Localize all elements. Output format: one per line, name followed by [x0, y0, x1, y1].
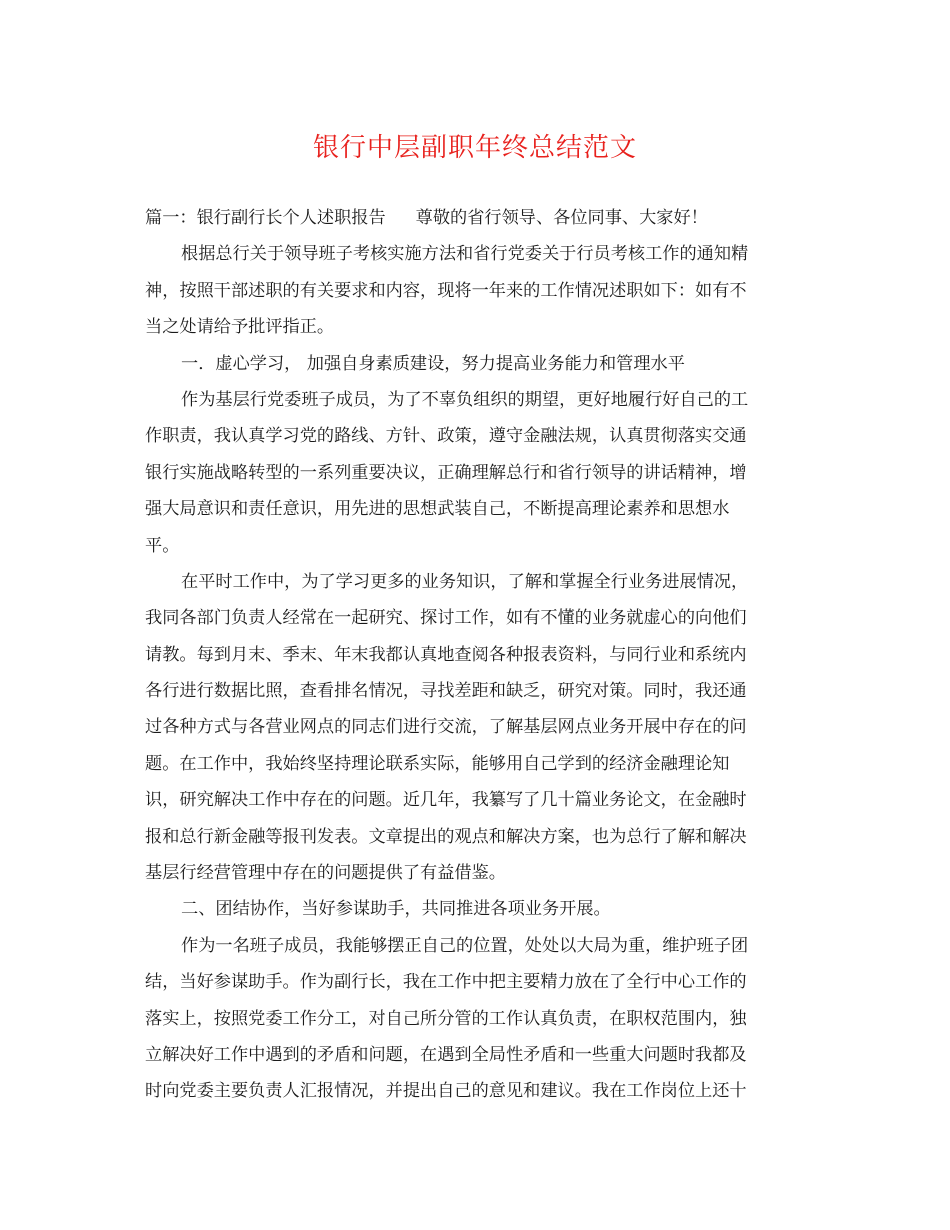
document-title: 银行中层副职年终总结范文: [312, 133, 637, 163]
text-line: 作为基层行党委班子成员，为了不辜负组织的期望，更好地履行好自己的工: [181, 389, 749, 410]
document-body: [145, 200, 810, 1110]
section-heading: 篇一：银行副行长个人述职报告: [145, 208, 386, 228]
text-line: 在平时工作中，为了学习更多的业务知识，了解和掌握全行业务进展情况，: [181, 571, 749, 592]
text-line: 基层行经营管理中存在的问题提供了有益借鉴。: [145, 863, 506, 884]
greeting: 尊敬的省行领导、各位同事、大家好！: [415, 208, 708, 228]
text-line: 作为一名班子成员，我能够摆正自己的位置，处处以大局为重，维护班子团: [181, 935, 749, 956]
subheading: 二、团结协作，当好参谋助手，共同推进各项业务开展。: [181, 899, 611, 920]
text-line: 报和总行新金融等报刊发表。文章提出的观点和解决方案，也为总行了解和解决: [145, 826, 747, 847]
text-line: 平。: [145, 535, 180, 556]
text-line: 请教。每到月末、季末、年末我都认真地查阅各种报表资料，与同行业和系统内: [145, 644, 747, 665]
text-line: 各行进行数据比照，查看排名情况，寻找差距和缺乏，研究对策。同时，我还通: [145, 681, 747, 702]
text-line: 神，按照干部述职的有关要求和内容，现将一年来的工作情况述职如下：如有不: [145, 280, 747, 301]
text-line: 过各种方式与各营业网点的同志们进行交流，了解基层网点业务开展中存在的问: [145, 717, 747, 738]
text-line: 我同各部门负责人经常在一起研究、探讨工作，如有不懂的业务就虚心的向他们: [145, 608, 747, 629]
text-line: 识，研究解决工作中存在的问题。近几年，我纂写了几十篇业务论文，在金融时: [145, 790, 747, 811]
subheading: 一．虚心学习， 加强自身素质建设，努力提高业务能力和管理水平: [181, 353, 685, 374]
text-line: 结，当好参谋助手。作为副行长，我在工作中把主要精力放在了全行中心工作的: [145, 972, 747, 993]
text-line: 银行实施战略转型的一系列重要决议，正确理解总行和省行领导的讲话精神，增: [145, 462, 747, 483]
text-line: 时向党委主要负责人汇报情况，并提出自己的意见和建议。我在工作岗位上还十: [145, 1081, 747, 1102]
text-line: 强大局意识和责任意识，用先进的思想武装自己，不断提高理论素养和思想水: [145, 499, 730, 520]
text-line: 落实上，按照党委工作分工，对自己所分管的工作认真负责，在职权范围内，独: [145, 1008, 747, 1029]
text-line: 当之处请给予批评指正。: [145, 317, 335, 338]
text-line: 作职责，我认真学习党的路线、方针、政策，遵守金融法规，认真贯彻落实交通: [145, 426, 747, 447]
text-line: 题。在工作中，我始终坚持理论联系实际，能够用自己学到的经济金融理论知: [145, 753, 730, 774]
text-line: 根据总行关于领导班子考核实施方法和省行党委关于行员考核工作的通知精: [181, 244, 749, 265]
text-line: 立解决好工作中遇到的矛盾和问题，在遇到全局性矛盾和一些重大问题时我都及: [145, 1044, 747, 1065]
text-line: [145, 200, 810, 236]
